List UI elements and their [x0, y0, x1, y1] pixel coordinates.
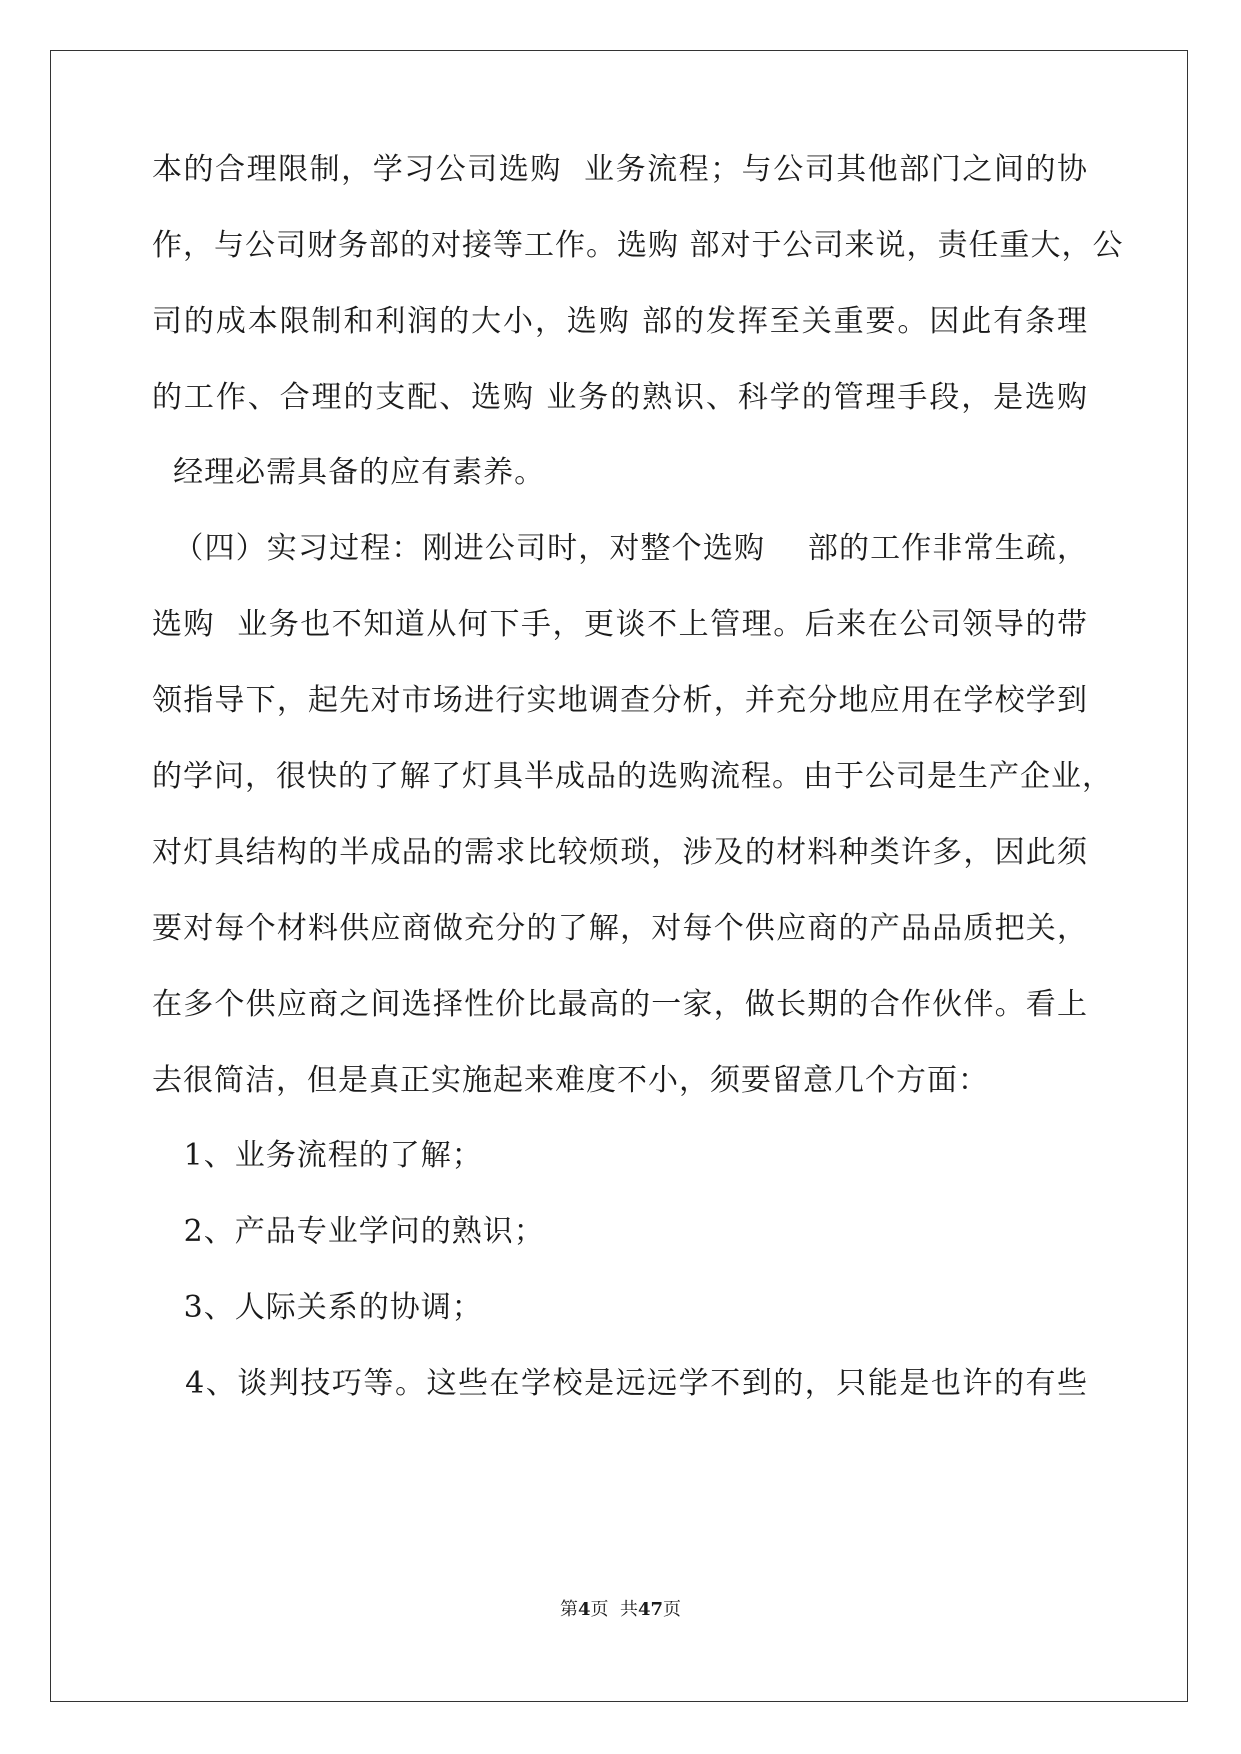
footer-mid: 页 共 [590, 1599, 638, 1620]
page-border [50, 50, 1188, 1702]
text-line: 的学问，很快的了解了灯具半成品的选购流程。由于公司是生产企业， [152, 759, 1113, 794]
page-footer [0, 1598, 1241, 1622]
text-line: 对灯具结构的半成品的需求比较烦琐，涉及的材料种类许多，因此须 [152, 835, 1088, 870]
text-line: 作，与公司财务部的对接等工作。选购 部对于公司来说，责任重大，公 [152, 228, 1124, 263]
text-line: 本的合理限制，学习公司选购 业务流程；与公司其他部门之间的协 [152, 152, 1088, 187]
list-item: 3、人际关系的协调； [152, 1290, 483, 1325]
text-line: 的工作、合理的支配、选购 业务的熟识、科学的管理手段，是选购 [152, 380, 1088, 415]
footer-page-number: 4 [577, 1599, 591, 1620]
text-line: 要对每个材料供应商做充分的了解，对每个供应商的产品品质把关， [152, 911, 1088, 946]
text-line: 领指导下，起先对市场进行实地调查分析，并充分地应用在学校学到 [152, 683, 1088, 718]
footer-total-pages: 47 [637, 1599, 664, 1620]
text-line: 司的成本限制和利润的大小，选购 部的发挥至关重要。因此有条理 [152, 304, 1088, 339]
list-item: 2、产品专业学问的熟识； [152, 1214, 545, 1249]
footer-suffix: 页 [663, 1599, 682, 1620]
text-line: 去很简洁，但是真正实施起来难度不小，须要留意几个方面： [152, 1063, 989, 1098]
list-item: 4、谈判技巧等。这些在学校是远远学不到的，只能是也许的有些 [152, 1366, 1088, 1401]
footer-prefix: 第 [559, 1599, 578, 1620]
text-line: 经理必需具备的应有素养。 [152, 455, 546, 490]
list-item: 1、业务流程的了解； [152, 1138, 483, 1173]
text-line: 在多个供应商之间选择性价比最高的一家，做长期的合作伙伴。看上 [152, 987, 1088, 1022]
text-line: （四）实习过程：刚进公司时，对整个选购 部的工作非常生疏， [152, 531, 1088, 566]
text-line: 选购 业务也不知道从何下手，更谈不上管理。后来在公司领导的带 [152, 607, 1088, 642]
